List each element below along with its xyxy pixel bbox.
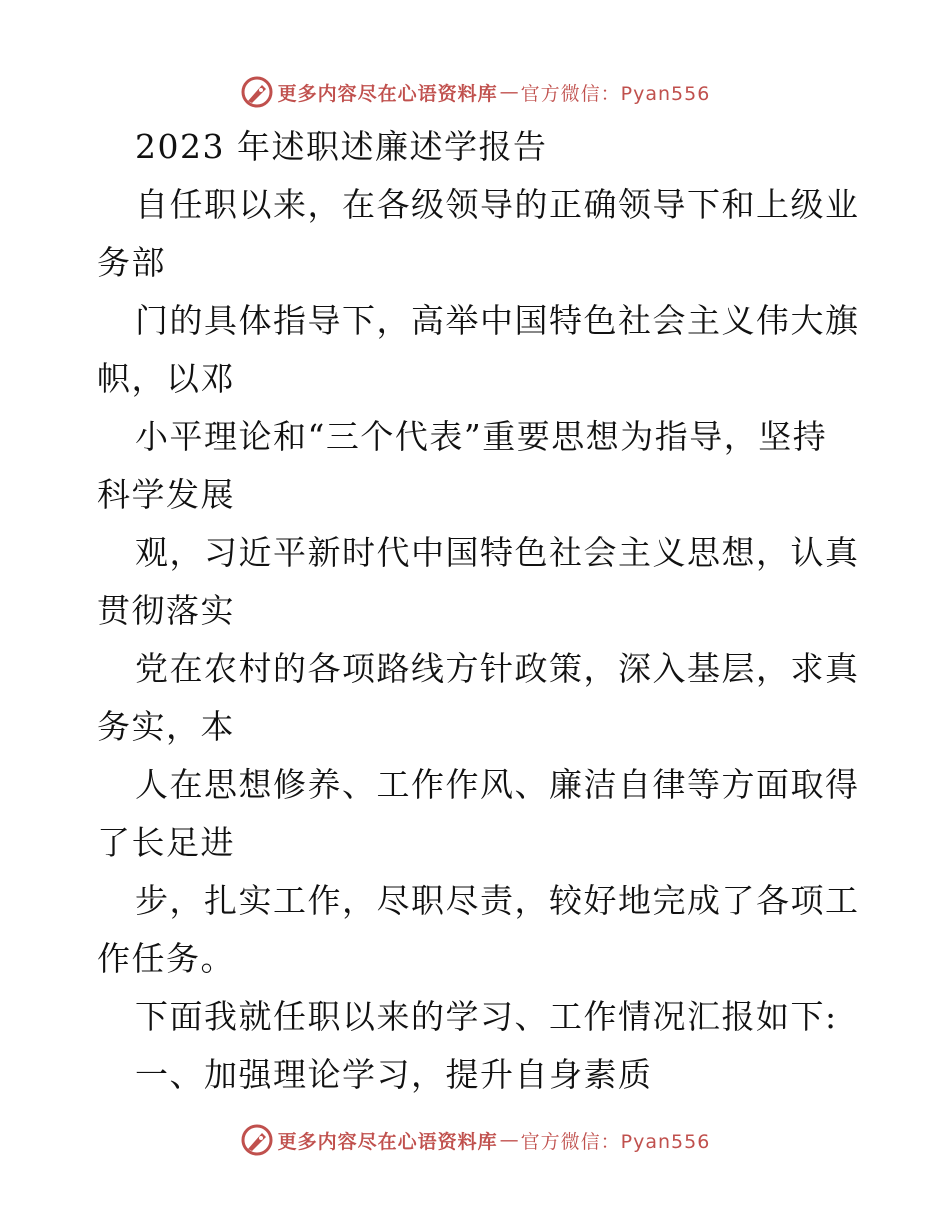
document-line: 了长足进 [97, 823, 235, 862]
header-wechat-text: 官方微信：Pyan556 [520, 82, 711, 105]
footer-wechat-text: 官方微信：Pyan556 [520, 1130, 711, 1153]
document-line: 作任务。 [97, 939, 235, 978]
footer-banner [0, 1120, 950, 1160]
document-body [97, 118, 860, 1104]
pen-nib-logo-icon [240, 1123, 274, 1157]
pen-nib-logo-icon [240, 75, 274, 109]
document-line: 门的具体指导下，高举中国特色社会主义伟大旗 [135, 301, 860, 340]
footer-dash: — [499, 1129, 519, 1151]
document-line: 务部 [97, 243, 166, 282]
document-line: 观，习近平新时代中国特色社会主义思想，认真 [135, 533, 860, 572]
document-line: 自任职以来，在各级领导的正确领导下和上级业 [135, 185, 860, 224]
document-line: 一、加强理论学习，提升自身素质 [135, 1055, 653, 1094]
document-line: 党在农村的各项路线方针政策，深入基层，求真 [135, 649, 860, 688]
header-dash: — [499, 81, 519, 103]
header-banner [0, 72, 950, 112]
document-line: 小平理论和“三个代表”重要思想为指导，坚持 [135, 417, 828, 456]
header-site-text: 更多内容尽在心语资料库 [277, 82, 498, 105]
document-line: 步，扎实工作，尽职尽责，较好地完成了各项工 [135, 881, 860, 920]
footer-site-text: 更多内容尽在心语资料库 [277, 1130, 498, 1153]
document-line: 帜，以邓 [97, 359, 235, 398]
document-line: 贯彻落实 [97, 591, 235, 630]
document-line: 2023 年述职述廉述学报告 [135, 127, 548, 166]
document-line: 务实，本 [97, 707, 235, 746]
document-line: 人在思想修养、工作作风、廉洁自律等方面取得 [135, 765, 860, 804]
document-line: 下面我就任职以来的学习、工作情况汇报如下: [135, 997, 838, 1036]
document-line: 科学发展 [97, 475, 235, 514]
